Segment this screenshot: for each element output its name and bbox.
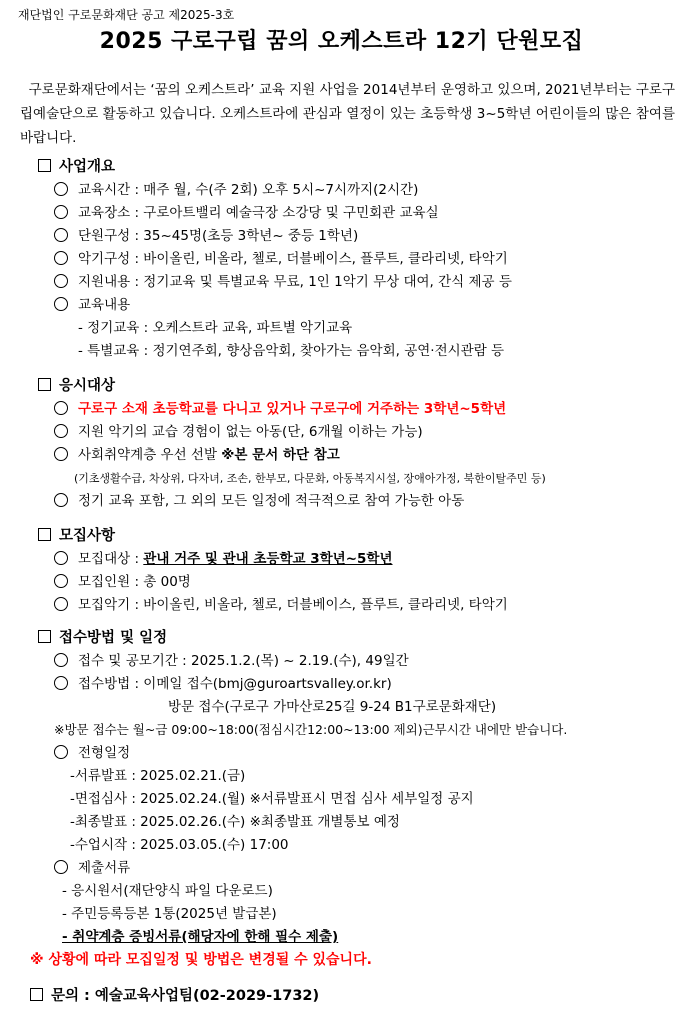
circle-bullet-icon xyxy=(54,745,68,759)
overview-item xyxy=(54,248,508,270)
overview-sub-item: - 정기교육 : 오케스트라 교육, 파트별 악기교육 xyxy=(78,320,353,336)
circle-bullet-icon xyxy=(54,493,68,507)
recruitment-item xyxy=(54,548,393,570)
recruitment-count: 모집인원 : 총 00명 xyxy=(78,574,191,590)
schedule-item: -수업시작 : 2025.03.05.(수) 17:00 xyxy=(70,837,289,853)
circle-bullet-icon xyxy=(54,205,68,219)
overview-item xyxy=(54,271,512,293)
circle-bullet-icon xyxy=(54,182,68,196)
eligibility-item-text: 사회취약계층 우선 선발 xyxy=(78,447,222,463)
circle-bullet-icon xyxy=(54,597,68,611)
contact-line xyxy=(30,985,319,1007)
application-period: 접수 및 공모기간 : 2025.1.2.(목) ~ 2.19.(수), 49일간 xyxy=(78,653,409,669)
overview-item xyxy=(54,179,418,201)
application-visit-note: ※방문 접수는 월~금 09:00~18:00(점심시간12:00~13:00 제외)근무시간 내에만 받습니다. xyxy=(54,722,568,737)
docs-item: - 주민등록등본 1통(2025년 발급본) xyxy=(62,906,277,922)
circle-bullet-icon xyxy=(54,274,68,288)
change-warning: ※ 상황에 따라 모집일정 및 방법은 변경될 수 있습니다. xyxy=(30,952,372,968)
intro-paragraph xyxy=(20,78,675,150)
application-item xyxy=(54,673,392,695)
checkbox-square-icon xyxy=(38,528,51,541)
schedule-item: -면접심사 : 2025.02.24.(월) ※서류발표시 면접 심사 세부일정 공지 xyxy=(70,791,474,807)
eligibility-item xyxy=(54,490,464,512)
circle-bullet-icon xyxy=(54,574,68,588)
recruitment-item xyxy=(54,594,508,616)
overview-item xyxy=(54,225,358,247)
overview-item-text: 지원내용 : 정기교육 및 특별교육 무료, 1인 1악기 무상 대여, 간식 제공 등 xyxy=(78,274,512,290)
circle-bullet-icon xyxy=(54,251,68,265)
eligibility-item-note-ref: ※본 문서 하단 참고 xyxy=(221,447,340,463)
overview-sub-item: - 특별교육 : 정기연주회, 향상음악회, 찾아가는 음악회, 공연·전시관람 등 xyxy=(78,343,505,359)
application-item xyxy=(54,650,409,672)
application-method: 접수방법 : 이메일 접수(bmj@guroartsvalley.or.kr) xyxy=(78,676,392,692)
recruitment-item xyxy=(54,571,191,593)
circle-bullet-icon xyxy=(54,551,68,565)
eligibility-item-text: 지원 악기의 교습 경험이 없는 아동(단, 6개월 이하는 가능) xyxy=(78,424,423,440)
schedule-heading: 전형일정 xyxy=(78,745,131,761)
overview-item-text: 단원구성 : 35~45명(초등 3학년~ 중등 1학년) xyxy=(78,228,359,244)
section-recruitment xyxy=(38,525,115,547)
docs-heading: 제출서류 xyxy=(78,860,131,876)
section-application-heading: 접수방법 및 일정 xyxy=(59,630,168,646)
schedule-item: -최종발표 : 2025.02.26.(수) ※최종발표 개별통보 예정 xyxy=(70,814,400,830)
application-item xyxy=(54,742,130,764)
section-overview xyxy=(38,156,115,178)
circle-bullet-icon xyxy=(54,424,68,438)
overview-item-text: 교육장소 : 구로아트밸리 예술극장 소강당 및 구민회관 교육실 xyxy=(78,205,439,221)
checkbox-square-icon xyxy=(38,159,51,172)
recruitment-target-value: 관내 거주 및 관내 초등학교 3학년~5학년 xyxy=(143,551,393,567)
circle-bullet-icon xyxy=(54,676,68,690)
circle-bullet-icon xyxy=(54,401,68,415)
overview-item-text: 교육내용 xyxy=(78,297,131,313)
eligibility-item xyxy=(54,398,506,420)
eligibility-item-text: 정기 교육 포함, 그 외의 모든 일정에 적극적으로 참여 가능한 아동 xyxy=(78,493,465,509)
notice-number: 재단법인 구로문화재단 공고 제2025-3호 xyxy=(18,8,235,22)
overview-item xyxy=(54,294,130,316)
section-eligibility-heading: 응시대상 xyxy=(59,378,116,394)
section-overview-heading: 사업개요 xyxy=(59,159,116,175)
page-title: 2025 구로구립 꿈의 오케스트라 12기 단원모집 xyxy=(99,29,584,54)
circle-bullet-icon xyxy=(54,653,68,667)
checkbox-square-icon xyxy=(38,630,51,643)
docs-item-required: - 취약계층 증빙서류(해당자에 한해 필수 제출) xyxy=(62,929,339,945)
checkbox-square-icon xyxy=(30,988,43,1001)
overview-item-text: 교육시간 : 매주 월, 수(주 2회) 오후 5시~7시까지(2시간) xyxy=(78,182,419,198)
recruitment-instruments: 모집악기 : 바이올린, 비올라, 첼로, 더블베이스, 플루트, 클라리넷, 타악기 xyxy=(78,597,508,613)
section-application xyxy=(38,627,167,649)
section-eligibility xyxy=(38,375,115,397)
checkbox-square-icon xyxy=(38,378,51,391)
circle-bullet-icon xyxy=(54,297,68,311)
circle-bullet-icon xyxy=(54,860,68,874)
overview-item xyxy=(54,202,439,224)
intro-text: 구로문화재단에서는 ‘꿈의 오케스트라’ 교육 지원 사업을 2014년부터 운영하고 있으며, 2021년부터는 구로구립예술단으로 활동하고 있습니다. 오케스트라에 관심과 열정이 있는 초등학생 3~5학년 어린이들의 많은 참여를 바랍니다. xyxy=(20,82,676,146)
eligibility-item xyxy=(54,444,340,466)
recruitment-target-label: 모집대상 : xyxy=(78,551,144,567)
eligibility-item xyxy=(54,421,423,443)
overview-item-text: 악기구성 : 바이올린, 비올라, 첼로, 더블베이스, 플루트, 클라리넷, 타악기 xyxy=(78,251,508,267)
eligibility-vulnerable-list: (기초생활수급, 차상위, 다자녀, 조손, 한부모, 다문화, 아동복지시설, 장애아가정, 북한이탈주민 등) xyxy=(74,472,546,485)
schedule-item: -서류발표 : 2025.02.21.(금) xyxy=(70,768,246,784)
application-item xyxy=(54,857,130,879)
application-visit: 방문 접수(구로구 가마산로25길 9-24 B1구로문화재단) xyxy=(168,699,497,715)
circle-bullet-icon xyxy=(54,228,68,242)
contact-text: 문의 : 예술교육사업팀(02-2029-1732) xyxy=(51,988,320,1004)
section-recruitment-heading: 모집사항 xyxy=(59,528,116,544)
circle-bullet-icon xyxy=(54,447,68,461)
docs-item: - 응시원서(재단양식 파일 다운로드) xyxy=(62,883,273,899)
eligibility-item-highlight: 구로구 소재 초등학교를 다니고 있거나 구로구에 거주하는 3학년~5학년 xyxy=(78,401,507,417)
